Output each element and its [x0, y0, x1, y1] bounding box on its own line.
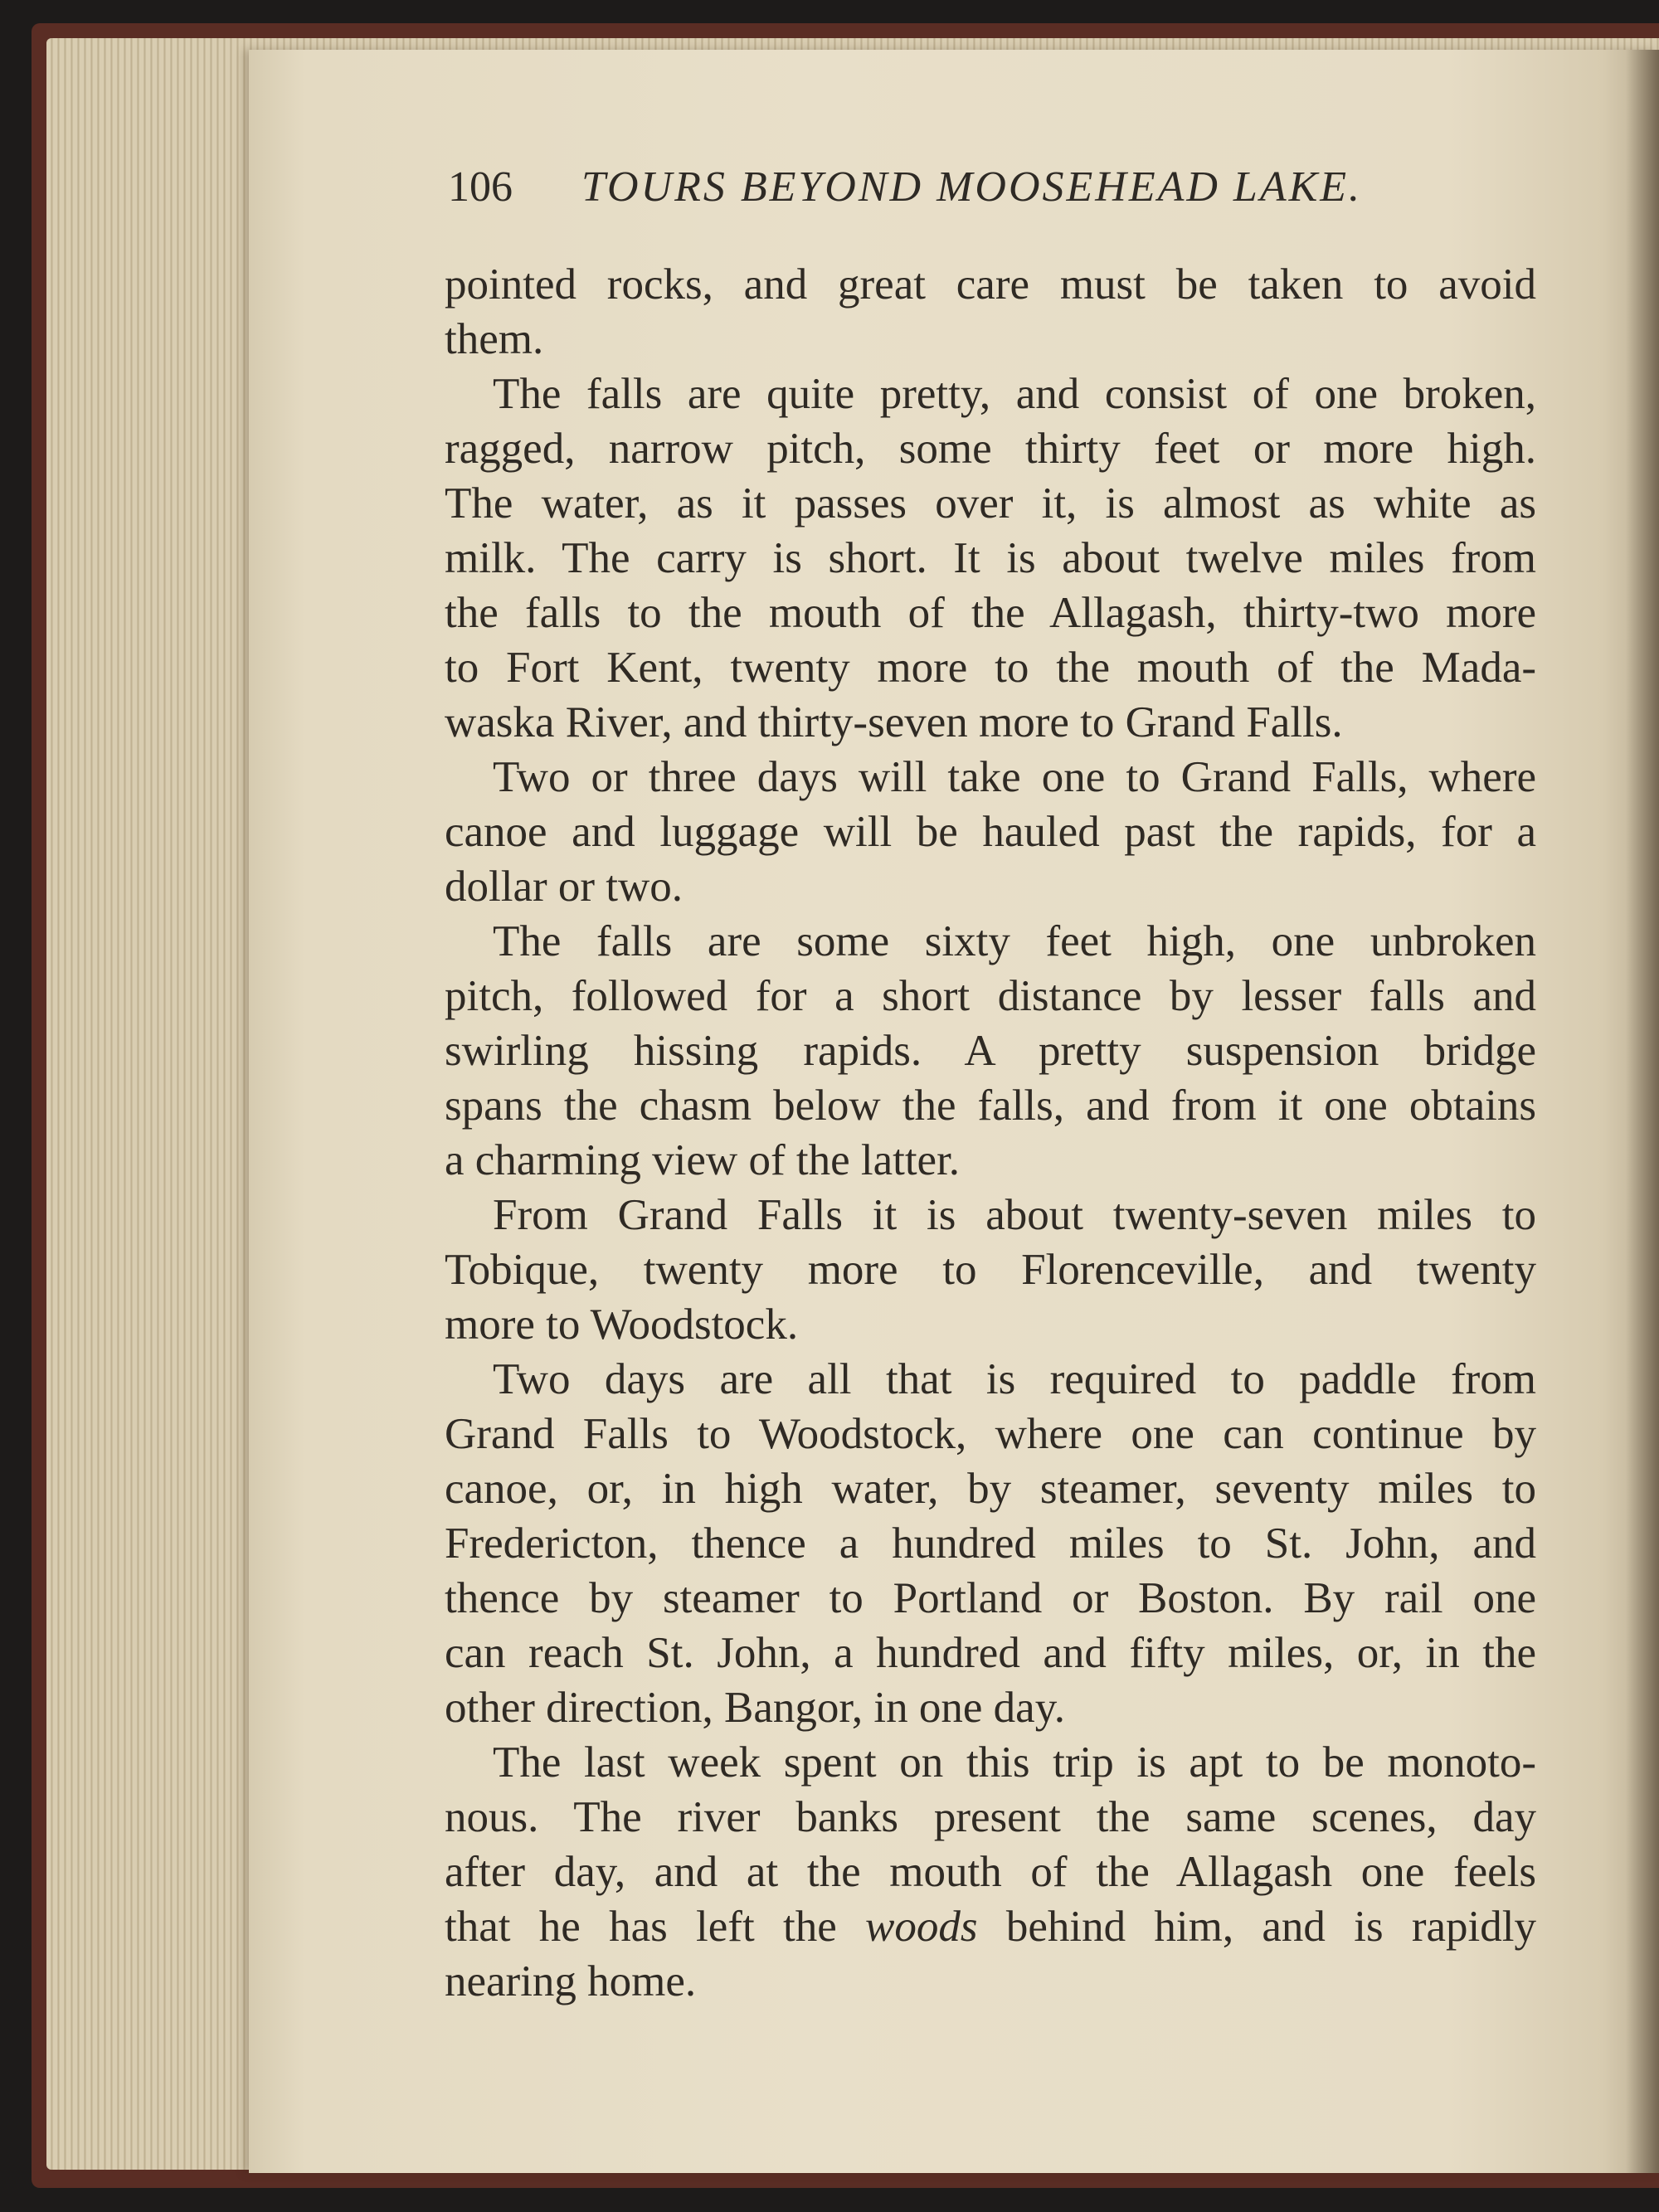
page-gutter-shadow: [1626, 50, 1659, 2173]
text-line: swirling hissing rapids. A pretty suspension bridge: [445, 1027, 1536, 1075]
text-line: The falls are some sixty feet high, one unbroken: [493, 917, 1536, 965]
text-line-with-italic: [445, 1899, 1536, 1954]
text-line: pitch, followed for a short distance by lesser falls and: [445, 972, 1536, 1020]
text-line: milk. The carry is short. It is about twelve miles from: [445, 534, 1536, 582]
text-line: The water, as it passes over it, is almost as white as: [445, 479, 1536, 527]
text-line: The falls are quite pretty, and consist of one broken,: [493, 370, 1536, 418]
text-line: them.: [445, 315, 544, 363]
text-line: thence by steamer to Portland or Boston. By rail one: [445, 1574, 1536, 1622]
text-line: after day, and at the mouth of the Allagash one feels: [445, 1848, 1536, 1896]
text-line: From Grand Falls it is about twenty-seven miles to: [493, 1191, 1536, 1239]
text-line: canoe, or, in high water, by steamer, seventy miles to: [445, 1465, 1536, 1513]
text-line: a charming view of the latter.: [445, 1136, 961, 1184]
text-line: canoe and luggage will be hauled past the rapids, for a: [445, 808, 1536, 856]
text-line: can reach St. John, a hundred and fifty miles, or, in the: [445, 1629, 1536, 1677]
text-line: more to Woodstock.: [445, 1300, 799, 1349]
text-line: other direction, Bangor, in one day.: [445, 1684, 1066, 1732]
page-number: 106: [448, 163, 513, 211]
text-line: nous. The river banks present the same scenes, day: [445, 1793, 1536, 1841]
text-line: Grand Falls to Woodstock, where one can continue by: [445, 1410, 1536, 1458]
text-line: ragged, narrow pitch, some thirty feet or more high.: [445, 425, 1536, 473]
text-line: The last week spent on this trip is apt to be monoto-: [493, 1738, 1536, 1787]
text-line: waska River, and thirty-seven more to Grand Falls.: [445, 698, 1343, 746]
running-header: [448, 163, 1362, 211]
italic-word: woods: [865, 1903, 978, 1951]
page-body: [445, 257, 1536, 2009]
text-line: the falls to the mouth of the Allagash, thirty-two more: [445, 589, 1536, 637]
text-line: dollar or two.: [445, 863, 684, 911]
text-line: Two or three days will take one to Grand Falls, where: [493, 753, 1536, 801]
running-title: TOURS BEYOND MOOSEHEAD LAKE.: [581, 163, 1363, 211]
text-run: behind him, and is rapidly: [977, 1903, 1536, 1951]
text-line: Tobique, twenty more to Florenceville, and twenty: [445, 1246, 1536, 1294]
text-line: nearing home.: [445, 1957, 697, 2005]
text-line: pointed rocks, and great care must be taken to avoid: [445, 260, 1536, 309]
text-line: Two days are all that is required to paddle from: [493, 1355, 1536, 1403]
text-line: spans the chasm below the falls, and from it one obtains: [445, 1082, 1536, 1130]
text-line: Fredericton, thence a hundred miles to St. John, and: [445, 1519, 1536, 1568]
text-line: to Fort Kent, twenty more to the mouth of the Mada-: [445, 644, 1536, 692]
text-run: that he has left the: [445, 1903, 866, 1951]
